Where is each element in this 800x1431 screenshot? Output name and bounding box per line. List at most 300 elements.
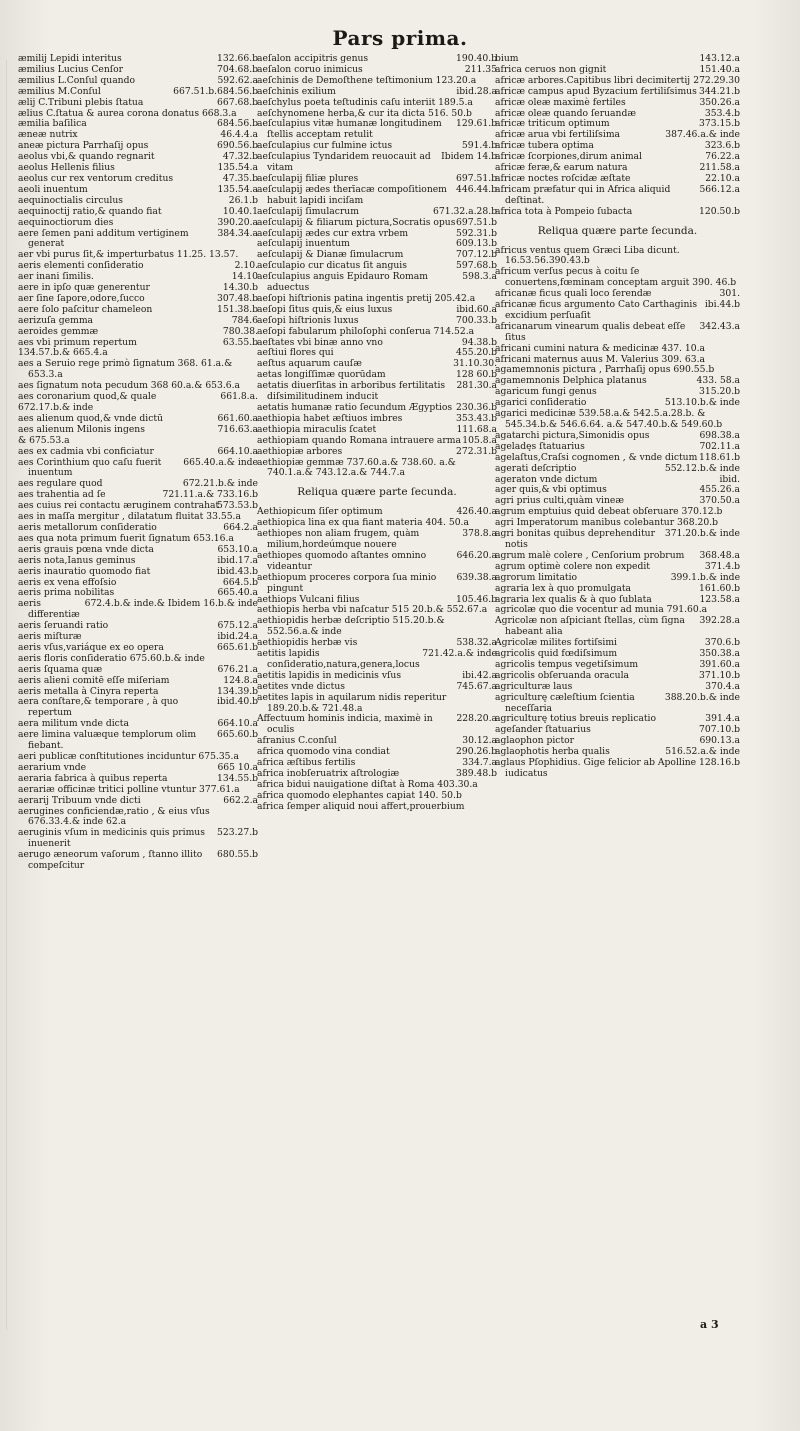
index-entry	[18, 359, 258, 381]
entry-reference: 700.33.b	[456, 314, 497, 326]
entry-reference: 334.7.a	[462, 757, 497, 769]
entry-reference: ibid.60.a	[456, 303, 497, 315]
entry-reference: 665 10.a	[217, 761, 258, 773]
entry-text: agri prius culti,quàm vineæ	[495, 495, 624, 507]
entry-reference: 667.51.b.684.56.b	[173, 85, 258, 97]
index-entry	[257, 381, 497, 403]
entry-reference: 272.31.b	[456, 445, 497, 457]
entry-text: Aethiopicum ſiſer optimum	[257, 506, 383, 518]
entry-reference: 639.38.a	[456, 571, 497, 583]
entry-text: aes ex cadmia vbi conficiatur	[18, 445, 154, 457]
entry-reference: 2.10.	[234, 260, 258, 272]
entry-text: aeris differentiæ	[18, 598, 80, 621]
entry-text: africa tota à Pompeio ſubacta	[495, 205, 633, 217]
entry-text: africæ arua vbi fertiliſsima	[495, 129, 621, 141]
entry-text: aeris floris conſideratio 675.60.b.& inde	[18, 652, 205, 664]
entry-reference: 290.26.b	[456, 746, 497, 758]
entry-reference: ibid.17.a	[217, 554, 258, 566]
entry-reference: ibid.28.a	[456, 85, 497, 97]
entry-reference: 389.48.b	[456, 768, 497, 779]
entry-reference: 301.	[719, 288, 740, 300]
entry-text: aglaophon pictor	[495, 735, 575, 747]
entry-text: aequinoctialis circulus	[18, 194, 123, 206]
index-entry	[18, 229, 258, 251]
entry-text: aetatis humanæ ratio ſecundum Ægyptios	[257, 402, 453, 413]
entry-reference: 384.34.a	[217, 227, 258, 239]
entry-reference: 94.38.b	[461, 336, 497, 348]
index-entry	[257, 458, 497, 480]
entry-reference: 31.10.30.	[453, 358, 497, 370]
entry-text: & 675.53.a	[18, 434, 70, 446]
entry-text: aethiopiæ arbores	[257, 445, 343, 457]
entry-reference: 14.30.b	[222, 282, 258, 294]
entry-reference: 745.67.a	[456, 680, 497, 692]
entry-text: africæ campus apud Byzacium fertiliſsimus	[495, 85, 697, 97]
entry-text: aequinoctij ratio,& quando fiat	[18, 205, 162, 217]
entry-text: africa ceruos non gignit	[495, 63, 607, 75]
entry-text: aeri publicæ conſtitutiones inciduntur 675.35.a	[18, 751, 239, 762]
entry-text: africa inobſeruatrix aſtrologiæ	[257, 768, 400, 779]
entry-text: 672.17.b.& inde	[18, 402, 94, 413]
index-entry	[257, 551, 497, 573]
entry-text: aera militum vnde dicta	[18, 718, 129, 730]
entry-reference: 129.61.b	[456, 118, 497, 130]
index-entry	[257, 529, 497, 551]
entry-reference: ibid.40.b	[216, 696, 258, 708]
entry-text: aere ſolo paſcitur chameleon	[18, 303, 153, 315]
entry-reference: 350.26.a	[699, 96, 740, 108]
entry-text: aeruginis vſum in medicinis quis primus inuenerit	[18, 827, 205, 850]
index-entry	[18, 697, 258, 719]
entry-text: ageraton vnde dictum	[495, 473, 598, 485]
entry-reference: 46.4.4.a	[220, 129, 258, 141]
entry-reference: 281.30.a	[456, 380, 497, 392]
entry-text: aeſtus aquarum cauſæ	[257, 358, 362, 370]
entry-text: africa quomodo vina condiat	[257, 746, 390, 758]
entry-text: africa æſtibus fertilis	[257, 757, 356, 769]
entry-reference: 135.54.a	[217, 162, 258, 174]
entry-reference: 151.40.a	[699, 63, 740, 75]
entry-text: æmilius L.Conſul quando	[18, 74, 135, 86]
entry-text: aes alienum Milonis ingens	[18, 423, 145, 435]
entry-text: agricolis quid fœdiſsimum	[495, 648, 618, 660]
entry-reference: 665.60.b	[217, 729, 258, 741]
entry-reference: 707.10.b	[699, 724, 740, 736]
entry-text: agamemnonis pictura , Parrhaſij opus 690.55.b	[495, 364, 715, 376]
entry-text: agrum optimè colere non expedit	[495, 560, 650, 572]
entry-text: æmilius Lucius Cenſor	[18, 63, 124, 75]
index-entry	[257, 272, 497, 294]
entry-reference: 371.20.b.& inde	[664, 528, 740, 540]
entry-text: aeroides gemmæ	[18, 325, 99, 337]
entry-text: Agricolæ non aſpiciant ſtellas, cùm ſigna habeant alia	[495, 615, 685, 638]
entry-reference: 707.12.b	[456, 249, 497, 261]
entry-text: Affectuum hominis indicia, maximè in oculis	[257, 713, 433, 736]
entry-text: aethiopidis herbæ vis	[257, 637, 358, 649]
entry-text: aes Corinthium quo caſu fuerit inuentum	[18, 456, 162, 479]
entry-reference: ibid.43.b	[216, 565, 258, 577]
entry-text: aes qua nota primum fuerit ſignatum 653.16.a	[18, 532, 234, 544]
entry-reference: 47.32.b	[222, 151, 258, 163]
entry-reference: 433. 58.a	[696, 375, 740, 387]
entry-reference: 143.12.a	[699, 54, 740, 64]
entry-reference: 391.60.a	[699, 658, 740, 670]
entry-reference: 105.46.b	[456, 593, 497, 605]
entry-reference: 151.38.b	[217, 303, 258, 315]
entry-reference: 22.10.a	[705, 172, 740, 184]
entry-reference: 128 60.b	[456, 369, 497, 381]
entry-text: aethiopum proceres corpora ſua minio pingunt	[257, 571, 437, 594]
index-entry	[495, 529, 740, 551]
entry-reference: 120.50.b	[699, 205, 740, 217]
entry-text: aglaophotis herba qualis	[495, 746, 610, 758]
entry-text: aes vbi primum repertum	[18, 336, 137, 348]
entry-text: aere limina valuæque templorum olim fiebant.	[18, 729, 197, 752]
entry-text: aethiops Vulcani filius	[257, 593, 360, 605]
entry-text: aetites vnde dictus	[257, 680, 345, 692]
entry-text: aeris metallorum conſideratio	[18, 521, 157, 533]
entry-reference: 721.11.a.& 733.16.b	[162, 489, 258, 501]
entry-text: aerugines conficiendæ,ratio , & eius vſus 676.33.4.& inde 62.a	[18, 805, 210, 828]
entry-reference: 342.43.a	[699, 320, 740, 332]
entry-reference: 370.4.a	[705, 680, 740, 692]
entry-reference: 702.11.a	[699, 440, 740, 452]
entry-text: africus ventus quem Græci Liba dicunt. 16.53.56.390.43.b	[495, 244, 680, 267]
entry-reference: 697.51.b	[456, 172, 497, 184]
entry-text: ælius C.ſtatua & aurea corona donatus 668.3.a	[18, 107, 237, 119]
entry-text: agriculturæ laus	[495, 680, 573, 692]
entry-text: aeris vſus,variáque ex eo opera	[18, 641, 164, 653]
index-entry	[495, 246, 740, 268]
entry-reference: 47.35.b	[222, 172, 258, 184]
entry-text: aerariæ officinæ tritici polline vtuntur 377.61.a	[18, 783, 240, 795]
index-entry	[495, 322, 740, 344]
entry-reference: 665.61.b	[217, 641, 258, 653]
entry-reference: 455.26.a	[699, 484, 740, 496]
entry-text: agriculturę totius breuis replicatio	[495, 713, 657, 725]
entry-text: aes alienum quod,& vnde dictū	[18, 412, 163, 424]
entry-text: aer vbi purus ſit,& imperturbatus 11.25. 13.57.	[18, 249, 239, 261]
entry-text: ager quis,& vbi optimus	[495, 484, 607, 496]
entry-text: aeſtiui flores qui	[257, 347, 334, 359]
entry-reference: 118.61.b	[699, 451, 740, 463]
entry-text: africani maternus auus M. Valerius 309. 63.a	[495, 353, 705, 365]
entry-text: africa bidui nauigatione diſtat à Roma 403.30.a	[257, 778, 478, 790]
entry-reference: 664.10.a	[217, 718, 258, 730]
entry-text: agricolis tempus vegetiſsimum	[495, 658, 639, 670]
entry-text: aeſopi fabularum philoſophi conſerua 714.52.a	[257, 325, 475, 337]
index-entry	[18, 599, 258, 621]
entry-reference: 609.13.b	[456, 238, 497, 250]
entry-text: aetas longiſſimæ quorūdam	[257, 369, 386, 381]
entry-text: æneæ nutrix	[18, 129, 78, 141]
entry-reference: 661.8.a.	[220, 391, 258, 403]
entry-text: africæ feræ,& earum natura	[495, 162, 628, 174]
entry-text: africanæ ficus argumento Cato Carthaginis excidium perſuaſit	[495, 299, 698, 321]
entry-reference: 371.10.b	[699, 669, 740, 681]
entry-text: agaricum fungi genus	[495, 386, 597, 398]
entry-text: aes in maſſa mergitur , dilatatum fluitat 33.55.a	[18, 511, 241, 523]
entry-reference: 344.21.b	[699, 85, 740, 97]
entry-text: aerugo æneorum vaſorum , ſtanno illito compeſcitur	[18, 849, 203, 872]
index-entry	[495, 185, 740, 207]
entry-reference: 391.4.a	[705, 713, 740, 725]
entry-reference: 684.56.b	[217, 118, 258, 130]
entry-reference: 672.21.b.& inde	[182, 478, 258, 490]
entry-reference: 661.60.a	[217, 412, 258, 424]
index-entry	[257, 573, 497, 595]
entry-text: aeſchynomene herba,& cur ita dicta 516. 50.b	[257, 107, 472, 119]
entry-reference: 161.60.b	[699, 582, 740, 594]
entry-text: africa ſemper aliquid noui affert,prouerbium	[257, 800, 465, 812]
entry-text: agerati deſcriptio	[495, 462, 577, 474]
entry-text: aes ſignatum nota pecudum 368 60.a.& 653.6.a	[18, 380, 241, 392]
entry-text: agricolis obſeruanda oracula	[495, 669, 629, 681]
entry-reference: 63.55.b	[222, 336, 258, 348]
page-title: Pars prima.	[332, 26, 468, 50]
entry-reference: 573.53.b	[217, 500, 258, 512]
signature-mark: a 3	[700, 1318, 719, 1331]
entry-reference: 105.8.a	[462, 434, 497, 446]
entry-reference: 390.20.a	[217, 216, 258, 228]
entry-text: aethiopiam quando Romana intrauere arma	[257, 434, 461, 446]
index-entry	[18, 730, 258, 752]
entry-reference: 446.44.b	[456, 183, 497, 195]
entry-reference: 190.40.b	[456, 54, 497, 64]
entry-text: aeſalon coruo inimicus	[257, 63, 363, 75]
index-entry	[257, 616, 497, 638]
entry-reference: 676.21.a	[217, 663, 258, 675]
entry-reference: 387.46.a.& inde	[665, 129, 740, 141]
entry-text: agrorum limitatio	[495, 571, 578, 583]
entry-text: agricolæ quo die vocentur ad munia 791.60.a	[495, 604, 708, 616]
entry-text: aeſculapij & filiarum pictura,Socratis opus	[257, 216, 456, 228]
entry-text: aeris ſquama quæ	[18, 663, 103, 675]
entry-reference: 697.51.b	[456, 216, 497, 228]
entry-reference: 14.10	[231, 271, 258, 283]
entry-reference: 30.12.a	[462, 735, 497, 747]
entry-reference: 370.6.b	[704, 637, 740, 649]
entry-reference: 132.66.b	[217, 54, 258, 64]
entry-text: aeſopi hiſtrionis patina ingentis pretij 205.42.a	[257, 292, 476, 304]
entry-text: aera conſtare,& temporare , à quo repertum	[18, 696, 179, 719]
entry-reference: 667.68.b	[217, 96, 258, 108]
entry-text: aetitis lapidis conſideratio,natura,genera,locus	[257, 648, 420, 670]
entry-text: aeoli inuentum	[18, 183, 88, 195]
entry-reference: 672.4.b.& inde.& Ibidem 16.b.& inde	[84, 598, 258, 610]
page-edge-shadow	[6, 60, 7, 1330]
entry-reference: 592.31.b	[456, 227, 497, 239]
entry-reference: 665.40.a.& inde	[183, 456, 258, 468]
entry-text: africæ oleæ maximè fertiles	[495, 96, 626, 108]
entry-text: agri Imperatorum manibus colebantur 368.20.b	[495, 517, 718, 529]
entry-text: agarici medicinæ 539.58.a.& 542.5.a.28.b. & 545.34.b.& 546.6.64. a.& 547.40.b.& 549.60.b	[495, 408, 723, 430]
entry-reference: 230.36.b	[456, 402, 497, 413]
entry-reference: 134.55.b	[217, 772, 258, 784]
entry-text: africa quomodo elephantes capiat 140. 50.b	[257, 789, 462, 801]
entry-text: aerizuſa gemma	[18, 314, 94, 326]
entry-text: aneæ pictura Parrhaſij opus	[18, 140, 149, 152]
entry-reference: 523.27.b	[217, 827, 258, 839]
entry-text: æmilius M.Conſul	[18, 85, 101, 97]
entry-text: aeſchinis exilium	[257, 85, 336, 97]
entry-text: aequinoctiorum dies	[18, 216, 114, 228]
entry-reference: 680.55.b	[217, 849, 258, 861]
entry-reference: 76.22.a	[705, 151, 740, 163]
entry-text: aes a Seruio rege primò ſignatum 368. 61.a.& 653.3.a	[18, 358, 233, 381]
entry-reference: 598.3.a	[462, 271, 497, 283]
entry-text: agatarchi pictura,Simonidis opus	[495, 429, 650, 441]
index-entry	[18, 850, 258, 872]
entry-text: africæ oleæ quando ſeruandæ	[495, 107, 636, 119]
entry-text: aeſopi hiſtrionis luxus	[257, 314, 359, 326]
entry-text: aethiopidis herbæ deſcriptio 515.20.b.& 552.56.a.& inde	[257, 615, 445, 638]
entry-reference: 307.48.b	[217, 292, 258, 304]
index-entry	[18, 807, 258, 829]
entry-text: bium	[495, 54, 519, 64]
entry-reference: 378.8.a	[462, 528, 497, 540]
entry-text: aeris ex vena effoſsio	[18, 576, 117, 588]
entry-reference: 128.16.b	[699, 757, 740, 769]
entry-text: aeſculapio cur dicatus ſit anguis	[257, 260, 407, 272]
entry-text: agrum emptuius quid debeat obſeruare 370.12.b	[495, 506, 723, 518]
entry-text: aeſculapij ædes cur extra vrbem	[257, 227, 409, 239]
entry-text: agri bonitas quibus deprehenditur notis	[495, 528, 655, 550]
entry-reference: 592.62.a	[217, 74, 258, 86]
entry-reference: 516.52.a.& inde	[665, 746, 740, 758]
entry-text: aeris nota,Ianus geminus	[18, 554, 136, 566]
entry-text: aeſculapij & Dianæ ſimulacrum	[257, 249, 404, 261]
entry-text: aeris alieni comitē eſſe miſeriam	[18, 674, 170, 686]
entry-text: aeolus vbi,& quando regnarit	[18, 151, 155, 163]
entry-reference: ibi.42.a	[462, 669, 497, 681]
entry-text: aglaus Pſophidius. Gige felicior ab Apolline iudicatus	[495, 757, 697, 779]
entry-reference: 591.4.b	[461, 140, 497, 152]
entry-reference: 653.10.a	[217, 543, 258, 555]
entry-text: aere ſemen pani additum vertiginem generat	[18, 227, 189, 250]
entry-text: agamemnonis Delphica platanus	[495, 375, 647, 387]
entry-reference: 228.20.a	[456, 713, 497, 725]
entry-text: aeris inauratio quomodo fiat	[18, 565, 151, 577]
entry-reference: 662.2.a	[223, 794, 258, 806]
section-note: Reliqua quære parte ſecunda.	[297, 486, 457, 499]
entry-text: agraria lex qualis & à quo ſublata	[495, 593, 652, 605]
entry-text: aer inani ſimilis.	[18, 271, 94, 283]
entry-reference: 780.38.	[222, 325, 258, 337]
entry-reference: 124.8.a	[223, 674, 258, 686]
index-entry	[257, 714, 497, 736]
index-entry	[495, 300, 740, 322]
entry-reference: 111.68.a	[456, 423, 497, 435]
entry-text: africanarum vinearum qualis debeat eſſe ſitus	[495, 320, 686, 343]
entry-reference: 373.15.b	[699, 118, 740, 130]
entry-reference: 370.50.a	[699, 495, 740, 507]
entry-text: agelaſtus,Craſsi cognomen , & vnde dictum	[495, 451, 698, 463]
entry-reference: 388.20.b.& inde	[664, 691, 740, 703]
entry-text: africani cumini natura & medicinæ 437. 10.a	[495, 342, 705, 354]
entry-text: aetatis diuerſitas in arboribus fertilitatis diſsimilitudinem inducit	[257, 380, 446, 403]
entry-reference: 353.4.b	[704, 107, 740, 119]
entry-reference: 426.40.a	[456, 506, 497, 518]
entry-text: aeraria fabrica à quibus reperta	[18, 772, 168, 784]
entry-reference: 721.42.a.& inde	[422, 648, 497, 660]
section-note: Reliqua quære parte ſecunda.	[537, 224, 698, 237]
entry-text: aerarij Tribuum vnde dicti	[18, 794, 141, 806]
entry-text: aeſalon accipitris genus	[257, 54, 369, 64]
index-entry	[257, 693, 497, 715]
entry-reference: 135.54.a	[217, 183, 258, 195]
entry-text: ælij C.Tribuni plebis ſtatua	[18, 96, 144, 108]
entry-text: aethiopia miraculis ſcatet	[257, 423, 377, 435]
index-entry	[257, 185, 497, 207]
entry-reference: 538.32.a	[456, 637, 497, 649]
entry-text: africanæ ficus quali loco ſerendæ	[495, 288, 652, 300]
entry-text: aeris elementi conſideratio	[18, 260, 144, 272]
index-entry	[257, 152, 497, 174]
entry-reference: 716.63.a	[217, 423, 258, 435]
entry-reference: ibid.24.a	[217, 631, 258, 643]
entry-reference: ibid.	[719, 473, 740, 485]
index-entry	[257, 119, 497, 141]
entry-reference: 784.6	[231, 314, 258, 326]
entry-reference: 646.20.a	[456, 549, 497, 561]
entry-text: aetites lapis in aquilarum nidis reperitur 189.20.b.& 721.48.a	[257, 691, 447, 714]
index-entry	[18, 828, 258, 850]
index-entry	[18, 458, 258, 480]
entry-reference: 552.12.b.& inde	[664, 462, 740, 474]
entry-reference: 323.6.b	[704, 140, 740, 152]
entry-reference: 350.38.a	[699, 648, 740, 660]
entry-text: aeſchinis de Demoſthene teſtimonium 123.20.a	[257, 74, 477, 86]
entry-text: aere in ipſo quæ generentur	[18, 282, 150, 294]
entry-reference: 664.2.a	[223, 521, 258, 533]
entry-text: africæ tubera optima	[495, 140, 594, 152]
entry-text: aes regulare quod	[18, 478, 103, 490]
entry-text: aeſculapij ædes therīacæ compoſitionem habuit lapidi inciſam	[257, 183, 447, 206]
entry-reference: 368.48.a	[699, 549, 740, 561]
entry-text: agrum malè colere , Cenſorium probrum	[495, 549, 685, 561]
entry-reference: 211.35	[464, 63, 497, 75]
entry-text: ageladęs ſtatuarius	[495, 440, 585, 452]
entry-reference: 690.13.a	[699, 735, 740, 747]
entry-text: africæ arbores.Capitibus libri decimitertij	[495, 74, 691, 86]
entry-text: aethiopis herba vbi naſcatur 515 20.b.& 552.67.a	[257, 604, 488, 616]
entry-reference: 455.20.b	[456, 347, 497, 359]
entry-reference: 704.68.b	[217, 63, 258, 75]
entry-text: aes coronarium quod,& quale	[18, 391, 157, 403]
entry-reference: 392.28.a	[699, 615, 740, 627]
index-entry	[495, 616, 740, 638]
entry-text: aeſculapius vitæ humanæ longitudinem ſtellis acceptam retulit	[257, 118, 442, 141]
entry-reference: 371.4.b	[704, 560, 740, 572]
entry-text: agarici conſideratio	[495, 397, 587, 409]
index-entry	[495, 207, 740, 218]
index-entry	[495, 267, 740, 289]
entry-reference: 597.68.b	[456, 260, 497, 272]
entry-reference: ibi.44.b	[704, 299, 740, 311]
entry-text: africæ ſcorpiones,dirum animal	[495, 151, 642, 163]
entry-text: aes trahentia ad ſe	[18, 489, 106, 501]
entry-reference: 671.32.a.28.b	[433, 205, 497, 217]
entry-text: aeſculapius cur fulmine ictus	[257, 140, 393, 152]
entry-reference: 399.1.b.& inde	[670, 571, 740, 583]
entry-reference: 123.58.a	[699, 593, 740, 605]
entry-text: aeſculapij inuentum	[257, 238, 350, 250]
entry-text: africam præfatur qui in Africa aliquid deſtinat.	[495, 183, 671, 206]
entry-text: aeſchylus poeta teſtudinis caſu interiit 189.5.a	[257, 96, 473, 108]
entry-text: æmilia baſilica	[18, 118, 87, 130]
entry-text: aeris ſeruandi ratio	[18, 620, 109, 632]
